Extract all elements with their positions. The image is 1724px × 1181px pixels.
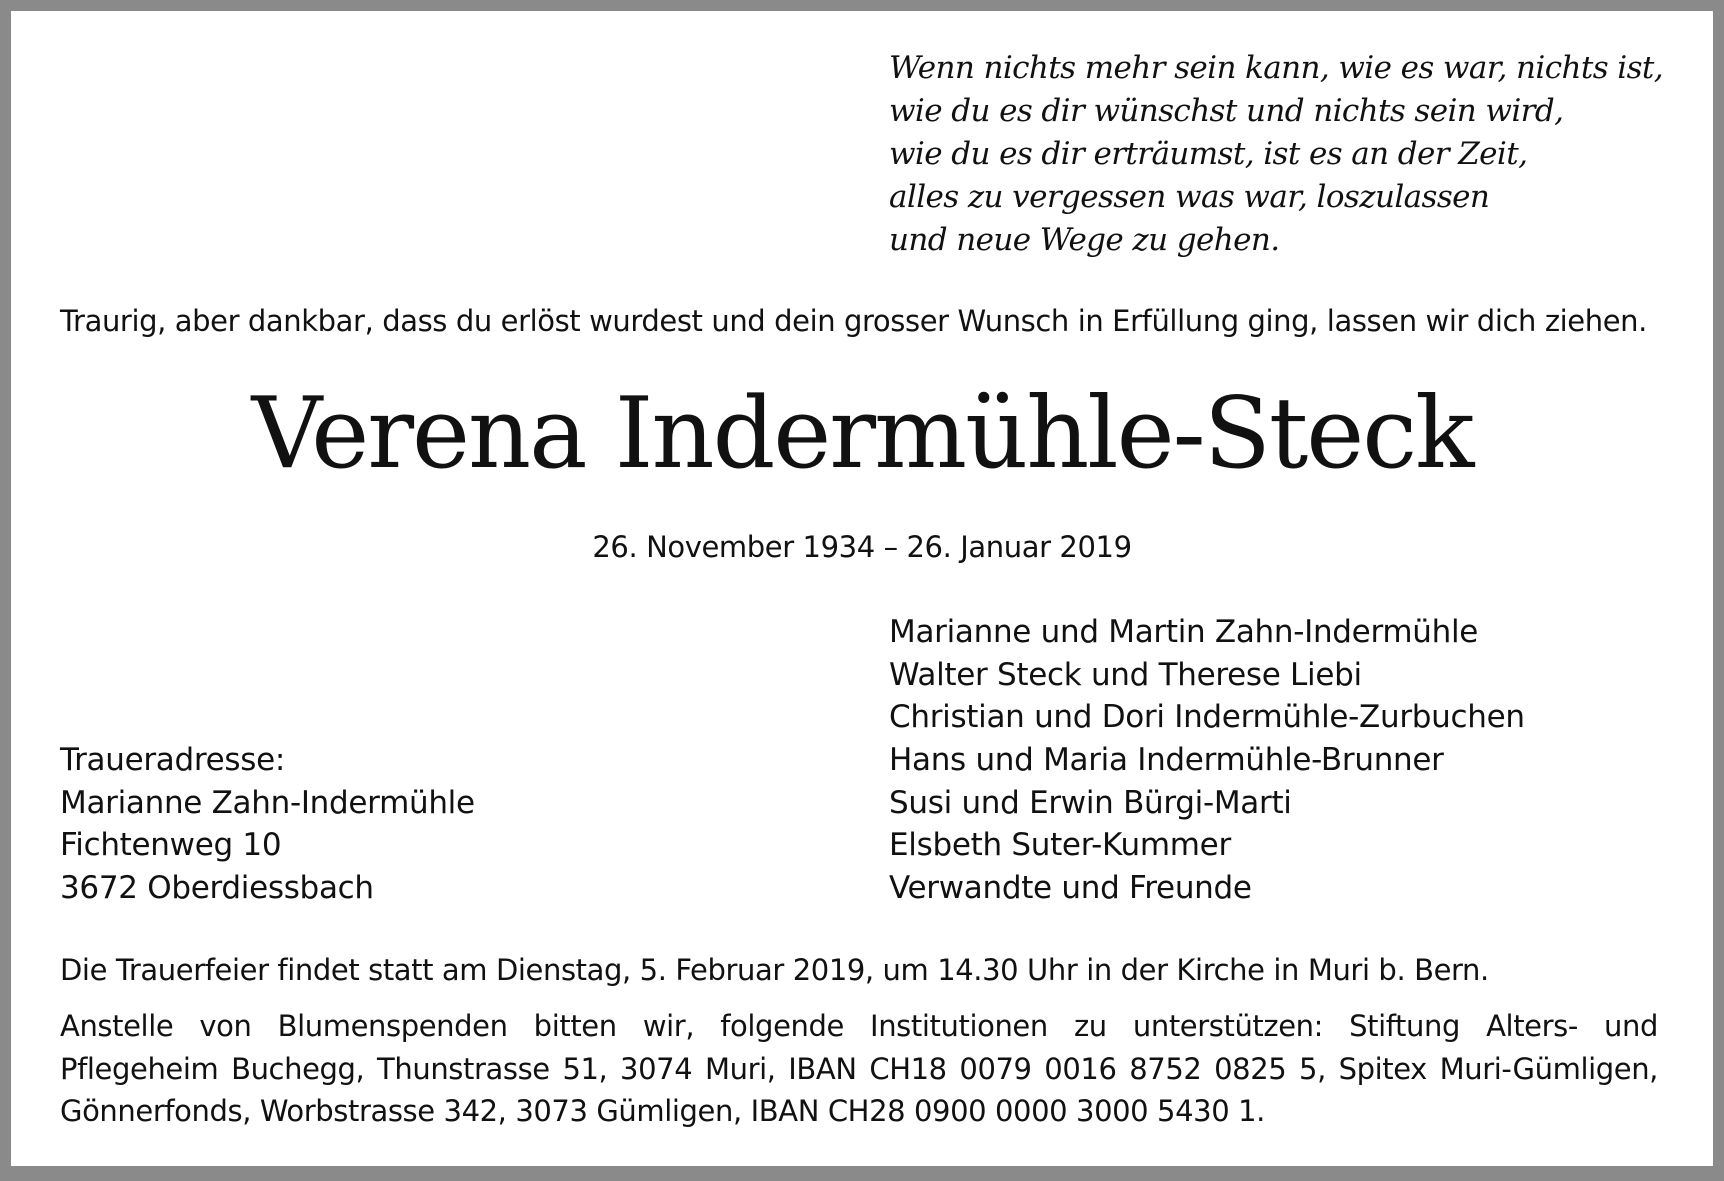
motto-line: alles zu vergessen was war, loszulassen: [889, 179, 1490, 215]
mourner-entry: Elsbeth Suter-Kummer: [889, 827, 1231, 864]
address-label: Traueradresse:: [60, 742, 286, 778]
motto-line: wie du es dir wünschst und nichts sein wird,: [889, 93, 1564, 129]
intro-text: Traurig, aber dankbar, dass du erlöst wurdest und dein grosser Wunsch in Erfüllung ging, lassen wir dich ziehen.: [60, 304, 1647, 338]
mourner-entry: Walter Steck und Therese Liebi: [889, 656, 1362, 693]
address-line: Marianne Zahn-Indermühle: [60, 784, 475, 821]
motto-line: Wenn nichts mehr sein kann, wie es war, nichts ist,: [889, 50, 1664, 86]
donations-line: Anstelle von Blumenspenden bitten wir, folgende Institutionen zu unterstützen: Stiftung Alters- und: [60, 1009, 1658, 1043]
motto-poem: [889, 47, 1689, 262]
deceased-name: Verena Indermühle-Steck: [251, 377, 1473, 491]
mourner-entry: Verwandte und Freunde: [889, 870, 1252, 907]
funeral-service-info: Die Trauerfeier findet statt am Dienstag, 5. Februar 2019, um 14.30 Uhr in der Kirche in Muri b. Bern.: [60, 953, 1489, 987]
obituary-notice: [11, 11, 1713, 1166]
mourner-entry: Susi und Erwin Bürgi-Marti: [889, 784, 1292, 821]
mourners-list: [889, 611, 1689, 910]
mourner-entry: Christian und Dori Indermühle-Zurbuchen: [889, 699, 1525, 736]
motto-line: und neue Wege zu gehen.: [889, 222, 1280, 258]
donations-line: Pflegeheim Buchegg, Thunstrasse 51, 3074 Muri, IBAN CH18 0079 0016 8752 0825 5, Spitex Muri-Gümligen,: [60, 1051, 1658, 1086]
donations-request: [60, 1005, 1658, 1133]
mourning-address: [60, 739, 760, 910]
mourner-entry: Hans und Maria Indermühle-Brunner: [889, 742, 1444, 779]
address-line: 3672 Oberdiessbach: [60, 870, 374, 907]
life-dates: 26. November 1934 – 26. Januar 2019: [592, 530, 1132, 564]
motto-line: wie du es dir erträumst, ist es an der Zeit,: [889, 136, 1528, 172]
donations-line: Gönnerfonds, Worbstrasse 342, 3073 Gümligen, IBAN CH28 0900 0000 3000 5430 1.: [60, 1094, 1265, 1128]
mourner-entry: Marianne und Martin Zahn-Indermühle: [889, 614, 1479, 650]
address-line: Fichtenweg 10: [60, 827, 282, 864]
